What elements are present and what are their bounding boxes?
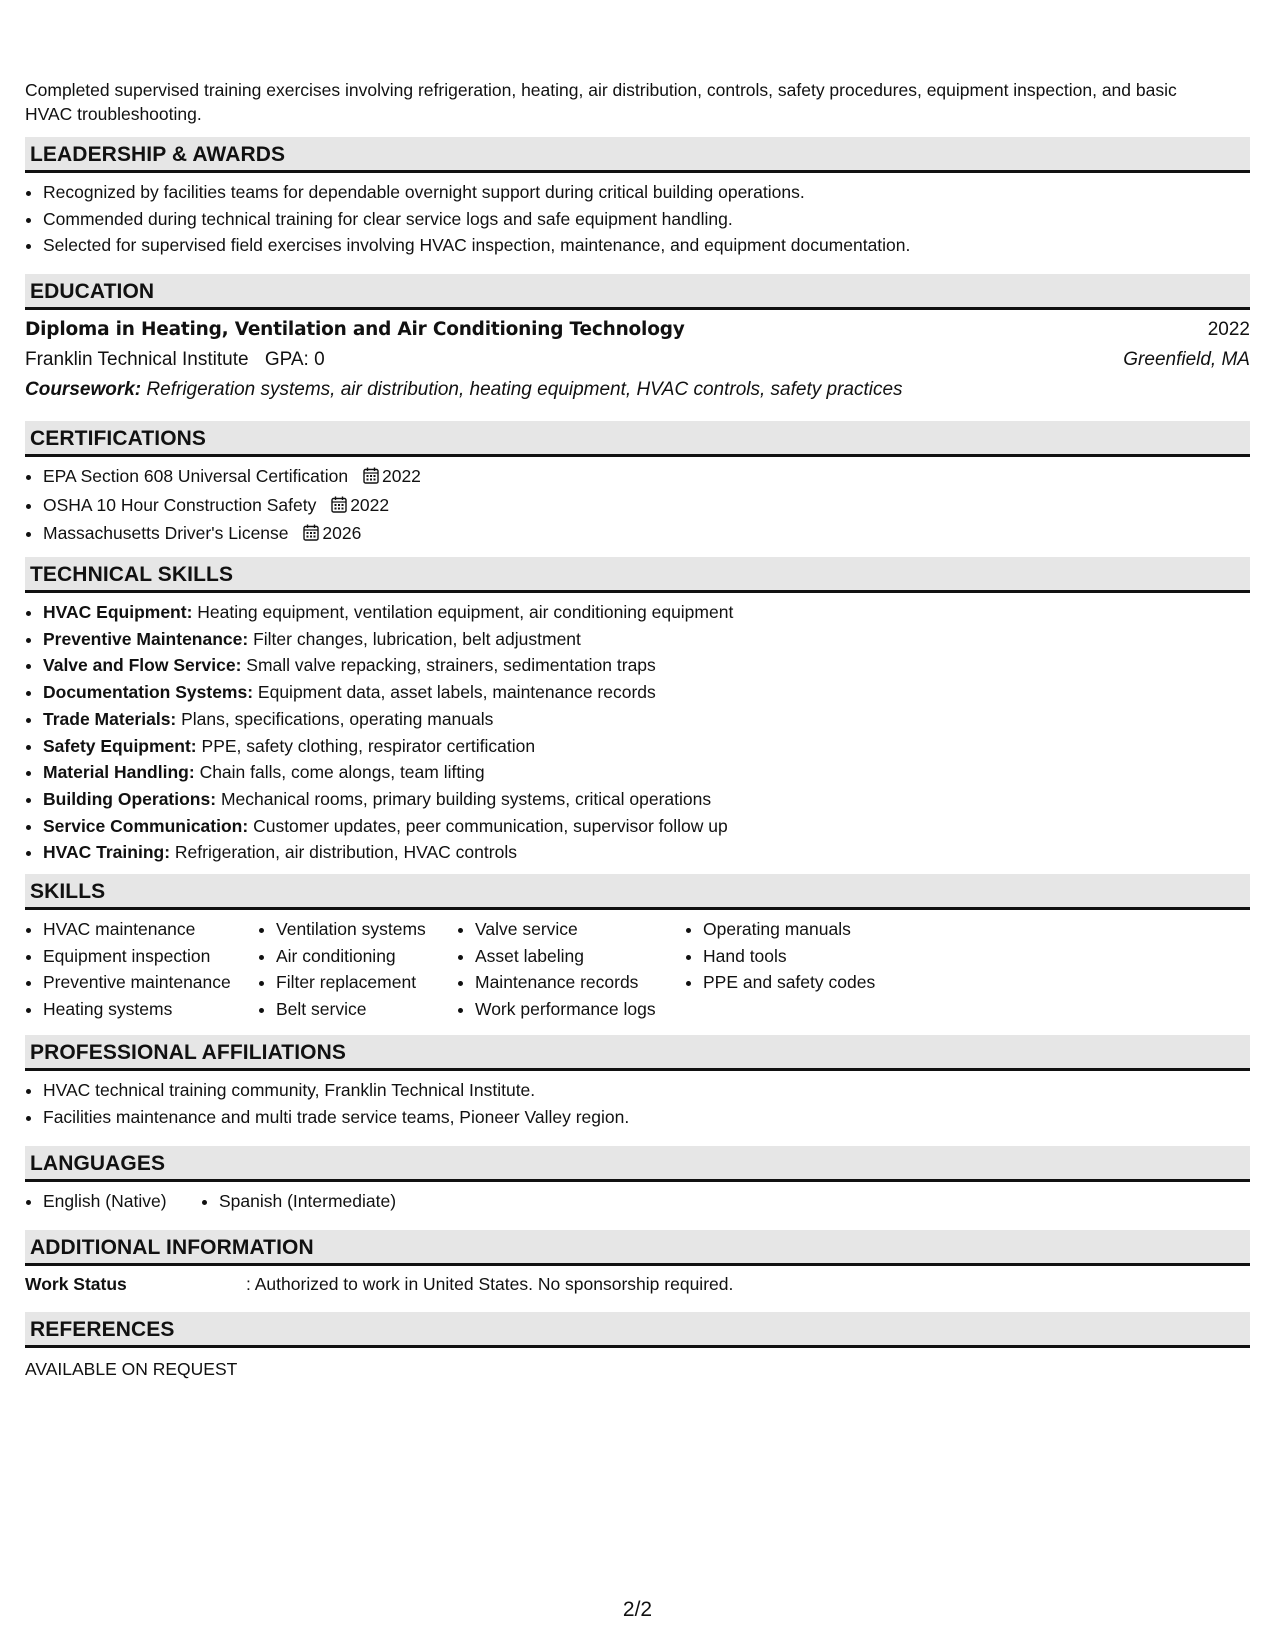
skills-column xyxy=(685,916,923,1023)
certification-name: EPA Section 608 Universal Certification xyxy=(43,466,349,486)
certifications-section xyxy=(25,421,1250,549)
section-heading: SKILLS xyxy=(25,874,1250,910)
list-item xyxy=(43,706,1250,733)
list-item: • Recognized by facilities teams for dependable overnight support during critical building operations. xyxy=(43,179,1250,206)
coursework-text: Refrigeration systems, air distribution, heating equipment, HVAC controls, safety practices xyxy=(146,379,903,400)
skill-label: Trade Materials: xyxy=(43,708,177,729)
skills-column xyxy=(25,916,258,1023)
list-item: • Selected for supervised field exercises involving HVAC inspection, maintenance, and equipment documentation. xyxy=(43,232,1250,259)
list-item: • English (Native) xyxy=(43,1188,201,1215)
degree-title: Diploma in Heating, Ventilation and Air Conditioning Technology xyxy=(25,319,685,340)
list-item xyxy=(43,652,1250,679)
school-location: Greenfield, MA xyxy=(1123,349,1250,370)
certification-name: OSHA 10 Hour Construction Safety xyxy=(43,494,317,515)
work-status-value: : Authorized to work in United States. No sponsorship required. xyxy=(246,1274,734,1294)
skill-text: Small valve repacking, strainers, sedimentation traps xyxy=(246,655,656,676)
skills-grid xyxy=(25,916,1250,1023)
affiliations-section xyxy=(25,1035,1250,1130)
list-item: • Preventive maintenance xyxy=(43,969,258,996)
list-item: • Ventilation systems xyxy=(276,916,457,943)
list-item xyxy=(43,786,1250,813)
school-name: Franklin Technical Institute xyxy=(25,349,249,370)
technical-skills-list xyxy=(25,599,1250,866)
skill-text: Filter changes, lubrication, belt adjustment xyxy=(253,628,581,649)
section-heading: LANGUAGES xyxy=(25,1146,1250,1182)
section-heading: PROFESSIONAL AFFILIATIONS xyxy=(25,1035,1250,1071)
languages-section xyxy=(25,1146,1250,1215)
list-item: • HVAC technical training community, Franklin Technical Institute. xyxy=(43,1077,1250,1104)
skill-text: Refrigeration, air distribution, HVAC controls xyxy=(174,842,517,863)
skill-text: Mechanical rooms, primary building systems, critical operations xyxy=(220,788,712,809)
list-item: • Filter replacement xyxy=(276,969,457,996)
list-item: • PPE and safety codes xyxy=(703,969,923,996)
languages-list xyxy=(25,1188,1250,1215)
skill-text: Heating equipment, ventilation equipment, air conditioning equipment xyxy=(197,602,734,622)
work-status-row xyxy=(25,1271,1250,1297)
skill-label: Preventive Maintenance: xyxy=(43,628,249,649)
skill-label: Safety Equipment: xyxy=(43,735,197,756)
skill-label: Building Operations: xyxy=(43,788,217,809)
education-school-row xyxy=(25,345,1250,375)
additional-info-section xyxy=(25,1230,1250,1297)
list-item xyxy=(43,492,1250,521)
list-item xyxy=(43,463,1250,492)
list-item: • Valve service xyxy=(475,916,685,943)
list-item: • HVAC maintenance xyxy=(43,916,258,943)
list-item xyxy=(43,813,1250,840)
skill-text: PPE, safety clothing, respirator certification xyxy=(201,735,536,756)
list-item: • Asset labeling xyxy=(475,943,685,970)
skills-section xyxy=(25,874,1250,1023)
skills-column xyxy=(457,916,685,1023)
education-degree-row xyxy=(25,315,1250,345)
references-section xyxy=(25,1312,1250,1382)
skill-text: Plans, specifications, operating manuals xyxy=(181,708,494,729)
list-item xyxy=(43,626,1250,653)
list-item: • Commended during technical training for clear service logs and safe equipment handling. xyxy=(43,206,1250,233)
list-item: • Heating systems xyxy=(43,996,258,1023)
section-heading: TECHNICAL SKILLS xyxy=(25,557,1250,593)
list-item: • Maintenance records xyxy=(475,969,685,996)
list-item: • Belt service xyxy=(276,996,457,1023)
education-section xyxy=(25,274,1250,405)
skill-text: Customer updates, peer communication, supervisor follow up xyxy=(253,815,728,836)
list-item xyxy=(43,599,1250,626)
certification-name: Massachusetts Driver's License xyxy=(43,523,289,544)
list-item: • Work performance logs xyxy=(475,996,685,1023)
list-item: • Facilities maintenance and multi trade service teams, Pioneer Valley region. xyxy=(43,1104,1250,1131)
certifications-list xyxy=(25,463,1250,549)
references-text: AVAILABLE ON REQUEST xyxy=(25,1359,238,1379)
list-item: • Hand tools xyxy=(703,943,923,970)
skills-column xyxy=(258,916,457,1023)
list-item xyxy=(43,759,1250,786)
list-item: • Operating manuals xyxy=(703,916,923,943)
list-item xyxy=(43,839,1250,866)
skill-label: Material Handling: xyxy=(43,762,195,783)
list-item: • Air conditioning xyxy=(276,943,457,970)
gpa: GPA: 0 xyxy=(264,349,325,370)
section-heading: REFERENCES xyxy=(25,1312,1250,1348)
certification-year: 2022 xyxy=(350,494,390,515)
section-heading: EDUCATION xyxy=(25,274,1250,310)
skill-label: HVAC Equipment: xyxy=(43,602,193,622)
skill-text: Equipment data, asset labels, maintenance records xyxy=(257,682,656,703)
certification-year: 2026 xyxy=(322,523,362,544)
work-status-label: Work Status xyxy=(25,1274,127,1294)
calendar-icon xyxy=(331,494,347,521)
coursework-row xyxy=(25,375,1250,405)
skill-label: Service Communication: xyxy=(43,815,249,836)
skill-label: HVAC Training: xyxy=(43,842,171,863)
skill-label: Documentation Systems: xyxy=(43,682,254,703)
coursework-label: Coursework: xyxy=(25,379,142,400)
section-heading: LEADERSHIP & AWARDS xyxy=(25,137,1250,173)
list-item xyxy=(43,733,1250,760)
list-item: • Spanish (Intermediate) xyxy=(219,1188,396,1215)
leadership-section xyxy=(25,137,1250,259)
skill-text: Chain falls, come alongs, team lifting xyxy=(199,762,485,783)
technical-skills-section xyxy=(25,557,1250,866)
training-summary: Completed supervised training exercises involving refrigeration, heating, air distribution, controls, safety procedures, equipment inspection, and basic HVAC troubleshooting. xyxy=(25,80,1177,124)
list-item: • Equipment inspection xyxy=(43,943,258,970)
calendar-icon xyxy=(303,522,319,549)
certification-year: 2022 xyxy=(381,466,421,486)
graduation-year: 2022 xyxy=(1207,319,1250,340)
page-number: 2/2 xyxy=(622,1598,653,1621)
list-item xyxy=(43,520,1250,549)
section-heading: ADDITIONAL INFORMATION xyxy=(25,1230,1250,1266)
skill-label: Valve and Flow Service: xyxy=(43,655,242,676)
language-group xyxy=(25,1188,201,1215)
language-group xyxy=(201,1188,396,1215)
list-item xyxy=(43,679,1250,706)
calendar-icon xyxy=(363,465,379,492)
affiliations-list xyxy=(25,1077,1250,1130)
section-heading: CERTIFICATIONS xyxy=(25,421,1250,457)
leadership-list xyxy=(25,179,1250,259)
